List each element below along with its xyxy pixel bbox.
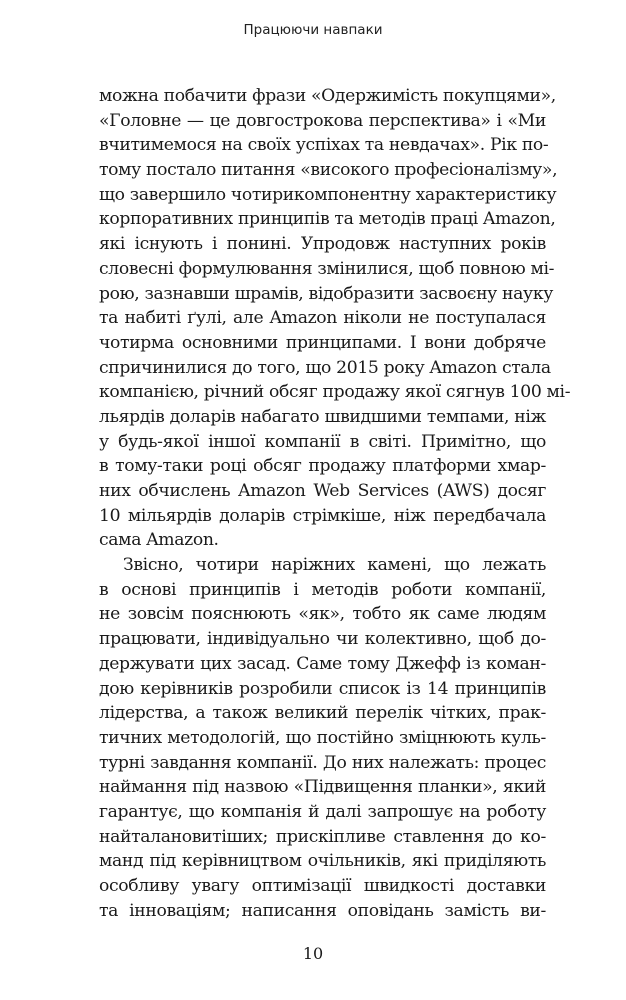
text-line: в основі принципів і методів роботи компанії,	[99, 579, 546, 600]
text-line: держувати цих засад. Саме тому Джефф із коман-	[99, 653, 546, 674]
page-number: 10	[302, 944, 324, 963]
text-line: Звісно, чотири наріжних камені, що лежать	[123, 555, 546, 576]
text-line: манд під керівництвом очільників, які приділяють	[99, 851, 546, 872]
text-line: вчитимемося на своїх успіхах та невдачах». Рік по-	[99, 135, 549, 156]
text-line: дою керівників розробили список із 14 принципів	[99, 678, 546, 699]
text-line: тичних методологій, що постійно зміцнюють куль-	[99, 727, 546, 748]
text-line: льярдів доларів набагато швидшими темпами, ніж	[99, 406, 546, 427]
text-line: лідерства, а також великий перелік чітких, прак-	[99, 703, 546, 724]
text-line: можна побачити фрази «Одержимість покупцями»,	[99, 86, 556, 106]
text-line: не зовсім пояснюють «як», тобто як саме людям	[99, 604, 546, 625]
text-line: які існують і понині. Упродовж наступних років	[99, 234, 546, 255]
text-line: словесні формулювання змінилися, щоб повною мі-	[99, 258, 555, 279]
body-text	[99, 84, 571, 923]
text-line: та інноваціям; написання оповідань замість ви-	[99, 900, 546, 921]
text-line: працювати, індивідуально чи колективно, щоб до-	[99, 629, 546, 650]
text-line: них обчислень Amazon Web Services (AWS) досяг	[99, 481, 546, 501]
text-line: у будь-якої іншої компанії в світі. Примітно, що	[99, 431, 546, 452]
text-line: що завершило чотирикомпонентну характеристику	[99, 184, 557, 205]
text-line: наймання під назвою «Підвищення планки», який	[99, 777, 546, 798]
text-line: в тому-таки році обсяг продажу платформи хмар-	[99, 456, 546, 477]
text-line: та набиті ґулі, але Amazon ніколи не поступалася	[99, 308, 546, 329]
text-line: чотирма основними принципами. І вони добряче	[99, 332, 546, 353]
text-line: компанією, річний обсяг продажу якої сягнув 100 мі-	[99, 382, 571, 403]
text-line: тому постало питання «високого професіоналізму»,	[99, 160, 558, 181]
text-line: 10 мільярдів доларів стрімкіше, ніж передбачала	[99, 505, 546, 526]
text-line: «Головне — це довгострокова перспектива» і «Ми	[99, 110, 546, 131]
text-line: турні завдання компанії. До них належать: процес	[99, 752, 546, 773]
running-header: Працюючи навпаки	[243, 22, 383, 38]
text-line: корпоративних принципів та методів праці Amazon,	[99, 209, 556, 230]
text-line: гарантує, що компанія й далі запрошує на роботу	[99, 801, 546, 822]
text-line: рою, зазнавши шрамів, відобразити засвоєну науку	[99, 283, 553, 304]
text-line: спричинилися до того, що 2015 року Amazon стала	[99, 357, 551, 378]
text-line: найталановитіших; прискіпливе ставлення до ко-	[99, 826, 546, 847]
text-line: сама Amazon.	[99, 530, 219, 551]
text-line: особливу увагу оптимізації швидкості доставки	[99, 876, 546, 896]
